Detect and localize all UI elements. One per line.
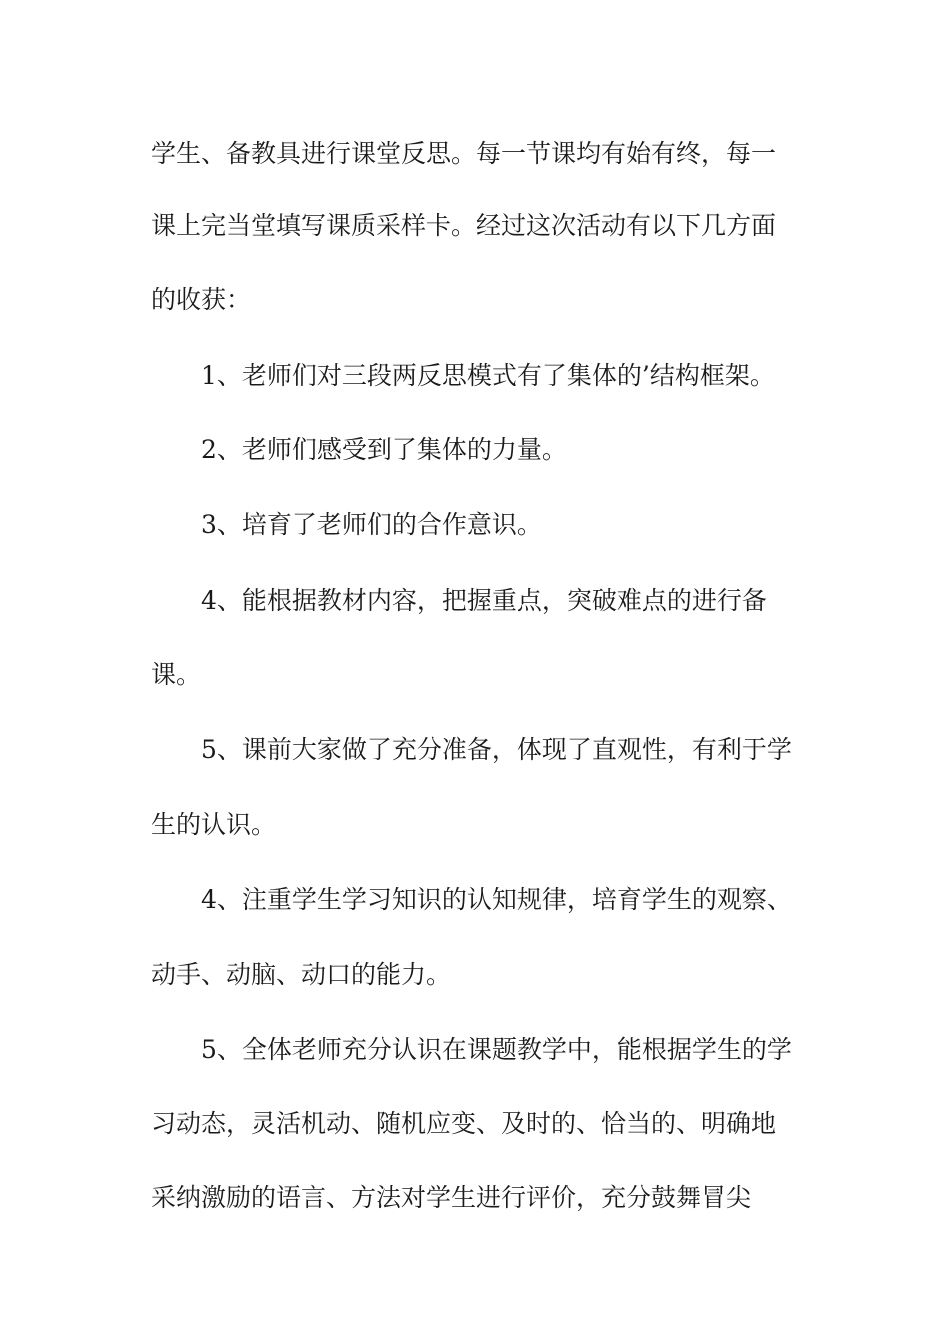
text-line: 采纳激励的语言、方法对学生进行评价，充分鼓舞冒尖 — [151, 1183, 752, 1212]
text-line: 生的认识。 — [151, 810, 277, 839]
text-line: 学生、备教具进行课堂反思。每一节课均有始有终，每一 — [151, 139, 777, 168]
list-item: 4、能根据教材内容，把握重点，突破难点的进行备 — [201, 586, 767, 615]
list-item: 4、注重学生学习知识的认知规律，培育学生的观察、 — [201, 885, 792, 914]
list-item: 5、全体老师充分认识在课题教学中，能根据学生的学 — [201, 1035, 792, 1064]
text-line: 的收获： — [151, 285, 252, 314]
list-item: 3、培育了老师们的合作意识。 — [201, 510, 542, 539]
list-item: 5、课前大家做了充分准备，体现了直观性，有利于学 — [201, 735, 792, 764]
text-line: 动手、动脑、动口的能力。 — [151, 960, 452, 989]
list-item: 1、老师们对三段两反思模式有了集体的’结构框架。 — [201, 361, 775, 390]
text-line: 课上完当堂填写课质采样卡。经过这次活动有以下几方面 — [151, 211, 777, 240]
list-item: 2、老师们感受到了集体的力量。 — [201, 435, 567, 464]
text-line: 课。 — [151, 660, 202, 689]
text-line: 习动态，灵活机动、随机应变、及时的、恰当的、明确地 — [151, 1109, 777, 1138]
